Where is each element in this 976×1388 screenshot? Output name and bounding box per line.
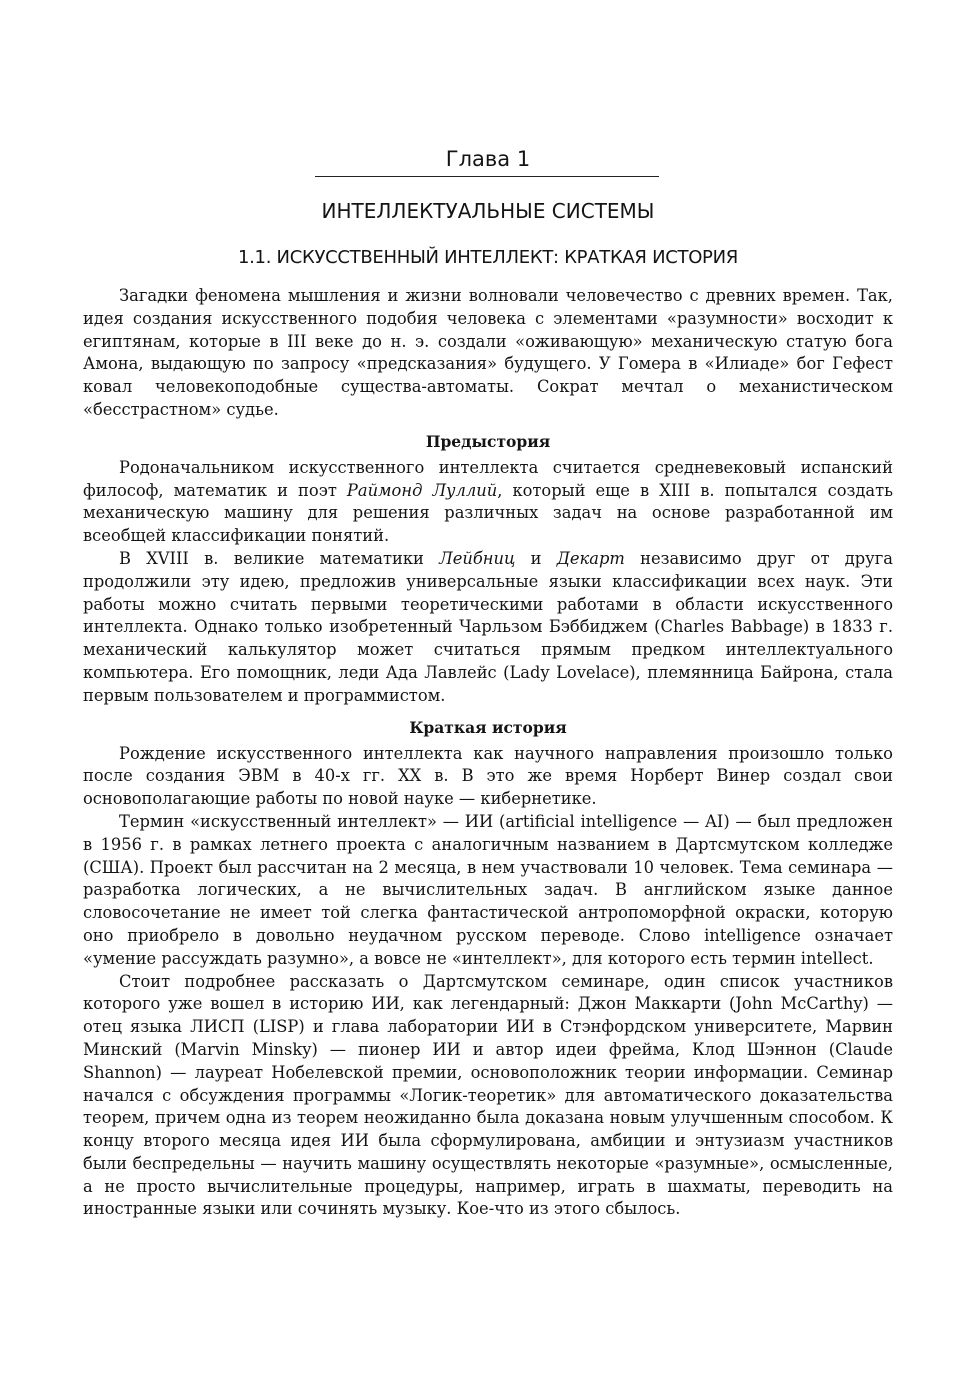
person-name: Декарт [556,548,625,568]
chapter-label: Глава 1 [445,147,531,171]
text-run: Родоначальником искусственного интеллекта считается средневековый испанский философ, математик и поэт [83,457,893,500]
text-run: и [515,548,557,568]
subheading-brief-history: Краткая история [409,717,567,737]
person-name: Лейбниц [439,548,516,568]
prehistory-paragraph-2 [83,548,893,708]
intro-paragraph: Загадки феномена мышления и жизни волновали человечество с древних времен. Так, идея создания искусственного подобия человека с элементами «разумности» восходит к египтянам, которые в III веке до н. э. создали «оживающую» механическую статую бога Амона, выдающую по запросу «предсказания» будущего. У Гомера в «Илиаде» бог Гефест ковал человекоподобные существа-автоматы. Сократ мечтал о механистическом «бесстрастном» судье. [83,286,893,419]
person-name: Раймонд Луллий [346,480,498,500]
history-paragraph-2: Термин «искусственный интеллект» — ИИ (artificial intelligence — AI) — был предложен в 1956 г. в рамках летнего проекта с аналогичным названием в Дартсмутском колледже (США). Проект был рассчитан на 2 месяца, в нем участвовали 10 человек. Тема семинара — разработка логических, а не вычислительных задач. В английском языке данное словосочетание не имеет той слегка фантастической антропоморфной окраски, которую оно приобрело в довольно неудачном русском переводе. Слово intelligence означает «умение рассуждать разумно», а вовсе не «интеллект», для которого есть термин intellect. [83,811,893,968]
chapter-divider [315,176,659,177]
history-paragraph-3: Стоит подробнее рассказать о Дартсмутском семинаре, один список участников которого уже вошел в историю ИИ, как легендарный: Джон Маккарти (John McCarthy) — отец языка ЛИСП (LISP) и глава лаборатории ИИ в Стэнфордском университете, Марвин Минский (Marvin Minsky) — пионер ИИ и автор идеи фрейма, Клод Шэннон (Claude Shannon) — лауреат Нобелевской премии, основоположник теории информации. Семинар начался с обсуждения программы «Логик-теоретик» для автоматического доказательства теорем, причем одна из теорем неожиданно была доказана новым улучшенным способом. К концу второго месяца идея ИИ была сформулирована, амбиции и энтузиазм участников были беспредельны — научить машину осуществлять некоторые «разумные», осмысленные, а не просто вычислительные процедуры, например, играть в шахматы, переводить на иностранные языки или сочинять музыку. Кое-что из этого сбылось. [83,971,893,1219]
history-paragraph-1: Рождение искусственного интеллекта как научного направления произошло только после создания ЭВМ в 40-х гг. XX в. В это же время Норберт Винер создал свои основополагающие работы по новой науке — кибернетике. [83,743,893,809]
section-title: 1.1. ИСКУССТВЕННЫЙ ИНТЕЛЛЕКТ: КРАТКАЯ ИСТОРИЯ [237,247,738,268]
text-run: независимо друг от друга продолжили эту идею, предложив универсальные языки классификации всех наук. Эти работы можно считать первыми теоретическими работами в области искусственного интеллекта. Однако только изобретенный Чарльзом Бэббиджем (Charles Babbage) в 1833 г. механический калькулятор может считаться прямым предком интеллектуального компьютера. Его помощник, леди Ада Лавлейс (Lady Lovelace), племянница Байрона, стала первым пользователем и программистом. [83,548,894,705]
text-run: В XVIII в. великие математики [119,548,440,568]
text-run: , который еще в XIII в. попытался создать механическую машину для решения различных задач на основе разработанной им всеобщей классификации понятий. [83,480,893,546]
body-text [83,285,893,1221]
chapter-title: ИНТЕЛЛЕКТУАЛЬНЫЕ СИСТЕМЫ [321,199,655,223]
prehistory-paragraph-1 [83,457,893,548]
subheading-prehistory: Предыстория [425,431,551,451]
